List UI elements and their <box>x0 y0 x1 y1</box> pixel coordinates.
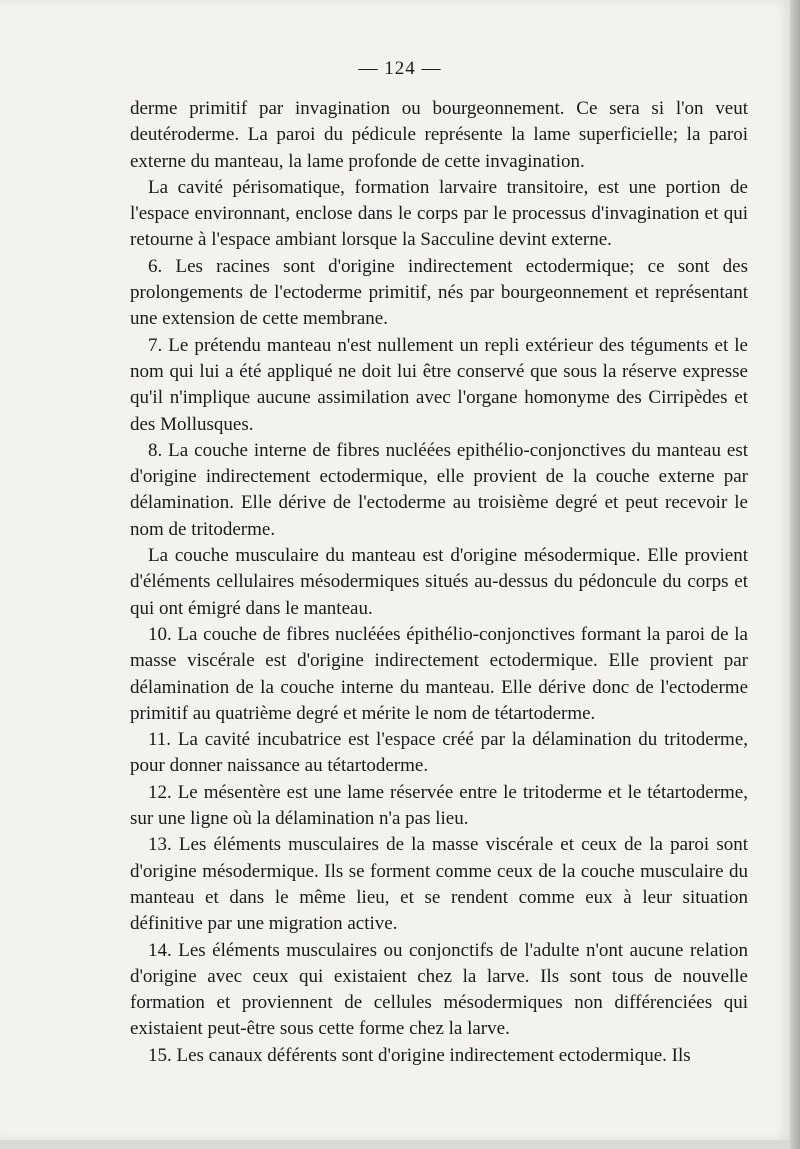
page-edge-shadow <box>790 0 800 1149</box>
paragraph: 12. Le mésentère est une lame réservée entre le tritoderme et le tétartoderme, sur une ligne où la délamination n'a pas lieu. <box>130 781 748 830</box>
paragraph: 6. Les racines sont d'origine indirectement ectodermique; ce sont des prolongements de l'ectoderme primitif, nés par bourgeonnement et représentant une extension de cette membrane. <box>130 255 748 330</box>
paragraph: derme primitif par invagination ou bourgeonnement. Ce sera si l'on veut deutéroderme. La paroi du pédicule représente la lame superficielle; la paroi externe du manteau, la lame profonde de cette invagination. <box>130 98 748 172</box>
paragraph: 7. Le prétendu manteau n'est nullement un repli extérieur des téguments et le nom qui lui a été appliqué ne doit lui être conservé que sous la réserve expresse qu'il n'implique aucune assimilation avec l'organe homonyme des Cirripèdes et des Mollusques. <box>130 334 748 435</box>
paragraph: 11. La cavité incubatrice est l'espace créé par la délamination du tritoderme, pour donner naissance au tétartoderme. <box>130 729 748 777</box>
paragraph: 8. La couche interne de fibres nucléées epithélio-conjonctives du manteau est d'origine indirectement ectodermique, elle provient de la couche externe par délamination. Elle dérive de l'ectoderme au troisième degré et peut recevoir le nom de tritoderme. <box>130 439 748 540</box>
page-number: — 124 — <box>358 58 442 79</box>
paragraph: La couche musculaire du manteau est d'origine mésodermique. Elle provient d'éléments cellulaires mésodermiques situés au-dessus du pédoncule du corps et qui ont émigré dans le manteau. <box>130 545 748 619</box>
paragraph: 14. Les éléments musculaires ou conjonctifs de l'adulte n'ont aucune relation d'origine avec ceux qui existaient chez la larve. Ils sont tous de nouvelle formation et proviennent de cellules mésodermiques non différenciées qui existaient peut-être sous cette forme chez la larve. <box>130 939 748 1040</box>
paragraph: La cavité périsomatique, formation larvaire transitoire, est une portion de l'espace environnant, enclose dans le corps par le processus d'invagination et qui retourne à l'espace ambiant lorsque la Sacculine devint externe. <box>130 176 748 251</box>
paragraph: 10. La couche de fibres nucléées épithélio-conjonctives formant la paroi de la masse viscérale est d'origine indirectement ectodermique. Elle provient par délamination de la couche interne du manteau. Elle dérive donc de l'ectoderme primitif au quatrième degré et mérite le nom de tétartoderme. <box>130 623 748 724</box>
body-text <box>130 96 748 1069</box>
paragraph: 13. Les éléments musculaires de la masse viscérale et ceux de la paroi sont d'origine mésodermique. Ils se forment comme ceux de la couche musculaire du manteau et dans le même lieu, et se rendent comme eux à leur situation définitive par une migration active. <box>130 834 748 935</box>
paragraph: 15. Les canaux déférents sont d'origine indirectement ectodermique. Ils <box>148 1044 691 1066</box>
